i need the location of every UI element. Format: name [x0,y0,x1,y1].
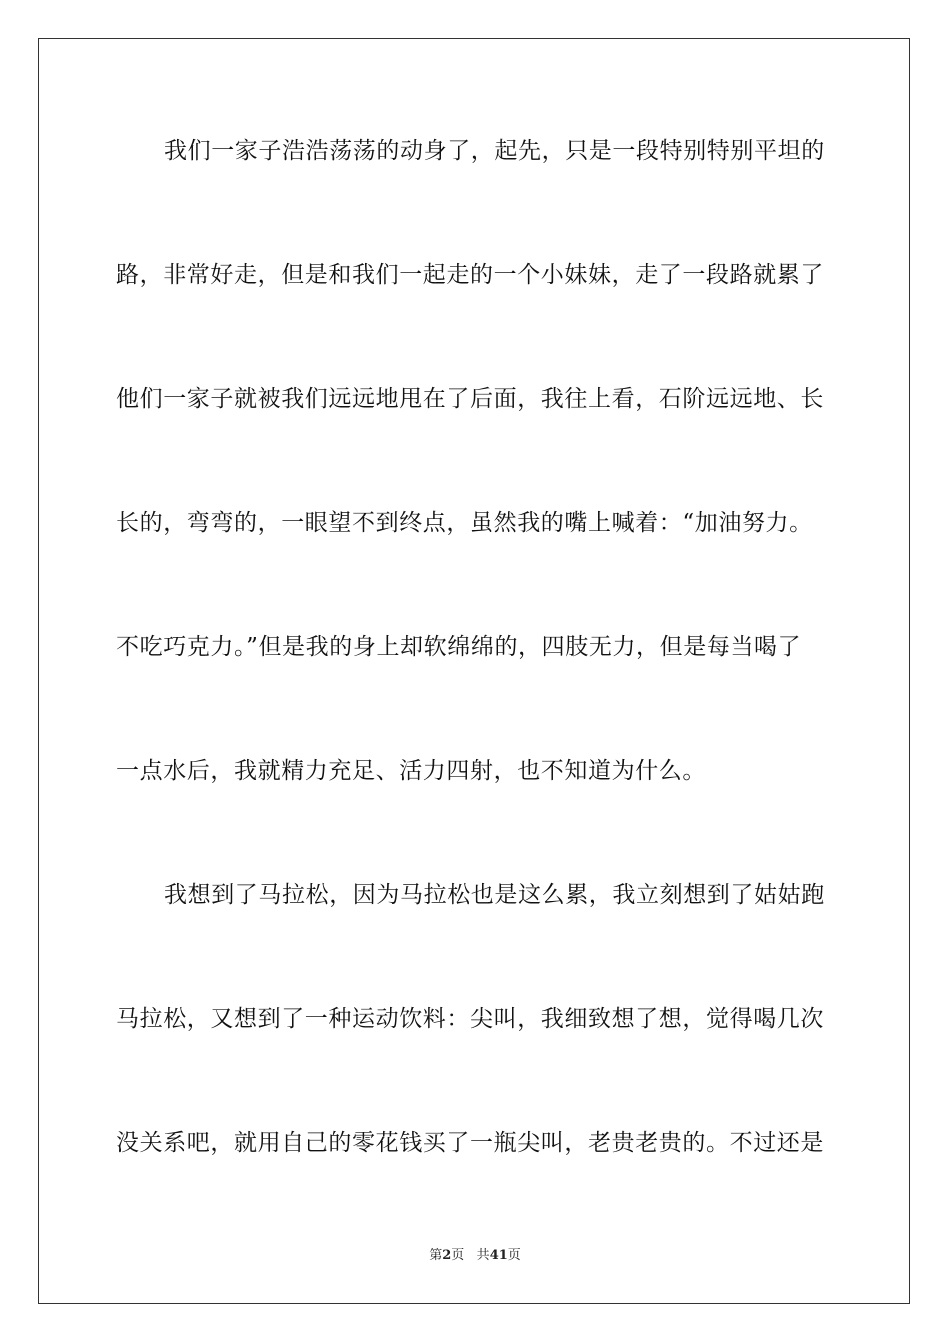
page-suffix: 页 [451,1248,465,1263]
total-pages: 41 [489,1248,508,1263]
paragraph-2-line-1: 我想到了马拉松，因为马拉松也是这么累，我立刻想到了姑姑跑 [164,882,825,908]
paragraph-1-line-2: 路，非常好走，但是和我们一起走的一个小妹妹，走了一段路就累了 [116,262,824,288]
paragraph-1-line-4: 长的，弯弯的，一眼望不到终点，虽然我的嘴上喊着：“加油努力。 [116,510,813,536]
paragraph-2-line-3: 没关系吧，就用自己的零花钱买了一瓶尖叫，老贵老贵的。不过还是 [116,1130,824,1156]
paragraph-1-line-1: 我们一家子浩浩荡荡的动身了，起先，只是一段特别特别平坦的 [164,138,825,164]
paragraph-1-line-3: 他们一家子就被我们远远地甩在了后面，我往上看，石阶远远地、长 [116,386,824,412]
total-prefix: 共 [476,1248,490,1263]
page-prefix: 第 [429,1248,443,1263]
page-footer [0,1247,950,1265]
page-number: 2 [442,1248,452,1263]
paragraph-1-line-6: 一点水后，我就精力充足、活力四射，也不知道为什么。 [116,758,706,784]
page-border [38,38,910,1304]
total-suffix: 页 [507,1248,521,1263]
paragraph-1-line-5: 不吃巧克力。”但是我的身上却软绵绵的，四肢无力，但是每当喝了 [116,634,802,660]
paragraph-2-line-2: 马拉松，又想到了一种运动饮料：尖叫，我细致想了想，觉得喝几次 [116,1006,824,1032]
